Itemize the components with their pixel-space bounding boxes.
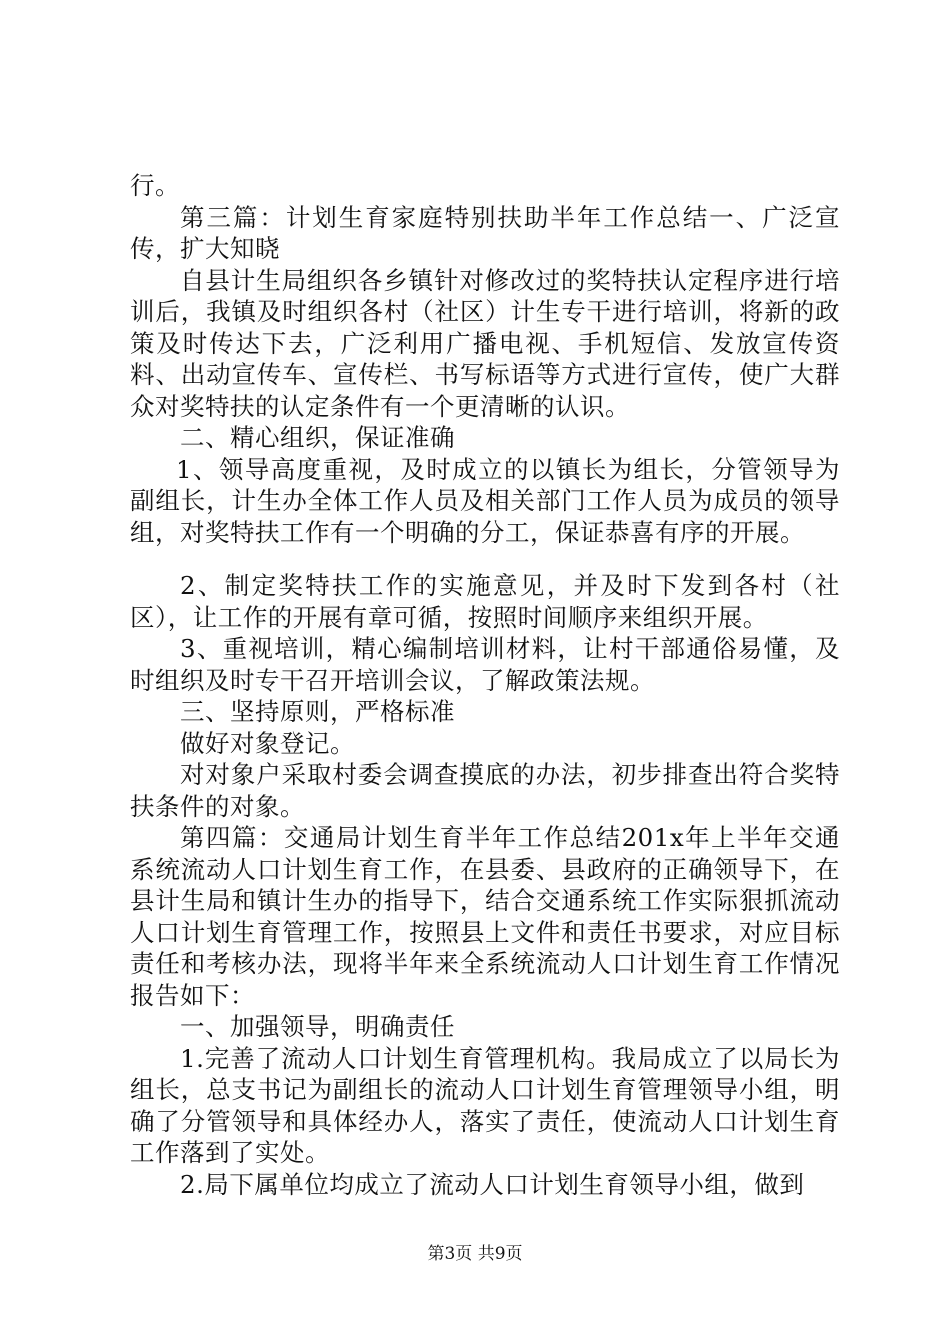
section-heading: 三、坚持原则，严格标准 [180, 697, 455, 726]
document-body [130, 170, 840, 1200]
paragraph-chapter-four-heading: 第四篇：交通局计划生育半年工作总结201x年上半年交通系统流动人口计划生育工作，在县委、县政府的正确领导下，在县计生局和镇计生办的指导下，结合交通系统工作实际狠抓流动人口计划生育管理工作，按照县上文件和责任书要求，对应目标责任和考核办法，现将半年来全系统流动人口计划生育工作情况报告如下： [130, 823, 840, 1010]
section-heading: 一、加强领导，明确责任 [180, 1012, 455, 1041]
page-number-label: 第3页 共9页 [427, 1244, 523, 1264]
paragraph: 1、领导高度重视，及时成立的以镇长为组长，分管领导为副组长，计生办全体工作人员及相关部门工作人员为成员的领导组，对奖特扶工作有一个明确的分工，保证恭喜有序的开展。 [130, 454, 840, 547]
paragraph: 2.局下属单位均成立了流动人口计划生育领导小组，做到 [180, 1169, 805, 1199]
paragraph: 3、重视培训，精心编制培训材料，让村干部通俗易懂，及时组织及时专干召开培训会议，了解政策法规。 [130, 634, 840, 695]
section-heading: 二、精心组织，保证准确 [180, 423, 455, 452]
paragraph: 做好对象登记。 [180, 728, 355, 758]
page-footer [0, 1243, 950, 1265]
paragraph: 对对象户采取村委会调查摸底的办法，初步排查出符合奖特扶条件的对象。 [130, 760, 840, 821]
paragraph-continuation: 行。 [130, 171, 180, 200]
paragraph-chapter-three-heading: 第三篇：计划生育家庭特别扶助半年工作总结一、广泛宣传，扩大知晓 [130, 202, 840, 263]
paragraph: 自县计生局组织各乡镇针对修改过的奖特扶认定程序进行培训后，我镇及时组织各村（社区）计生专干进行培训，将新的政策及时传达下去，广泛利用广播电视、手机短信、发放宣传资料、出动宣传车、宣传栏、书写标语等方式进行宣传，使广大群众对奖特扶的认定条件有一个更清晰的认识。 [130, 265, 840, 421]
paragraph-spacer [130, 548, 840, 570]
paragraph: 2、制定奖特扶工作的实施意见，并及时下发到各村（社区），让工作的开展有章可循，按照时间顺序来组织开展。 [130, 571, 840, 632]
paragraph: 1.完善了流动人口计划生育管理机构。我局成立了以局长为组长，总支书记为副组长的流动人口计划生育管理领导小组，明确了分管领导和具体经办人，落实了责任，使流动人口计划生育工作落到了实处。 [130, 1043, 840, 1167]
